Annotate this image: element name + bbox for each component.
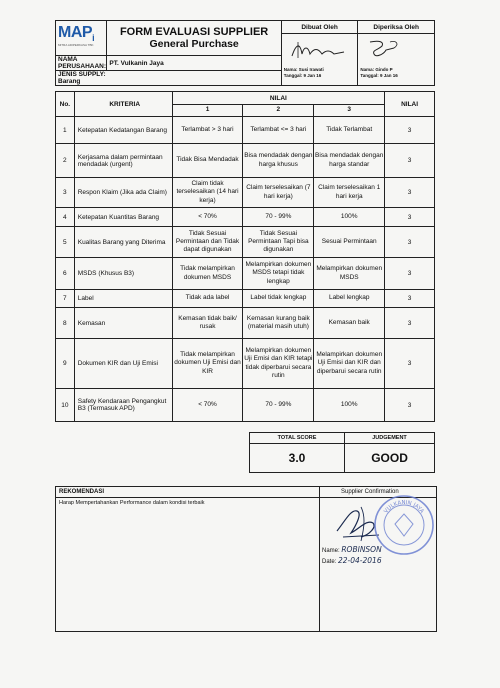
supplier-date-field: [322, 556, 382, 565]
row-kriteria: Respon Klaim (Jika ada Claim): [74, 178, 172, 208]
row-score: 3: [385, 308, 435, 339]
row-option-1: Tidak melampirkan dokumen MSDS: [172, 258, 243, 290]
row-option-2: Tidak Sesuai Permintaan Tapi bisa digunakan: [243, 227, 314, 258]
row-no: 10: [56, 389, 75, 422]
row-score: 3: [385, 178, 435, 208]
row-kriteria: MSDS (Khusus B3): [74, 258, 172, 290]
row-no: 5: [56, 227, 75, 258]
row-option-3: Sesuai Permintaan: [314, 227, 385, 258]
row-kriteria: Ketepatan Kedatangan Barang: [74, 117, 172, 144]
table-row: [56, 258, 435, 290]
row-score: 3: [385, 117, 435, 144]
table-row: [56, 227, 435, 258]
row-option-1: Terlambat > 3 hari: [172, 117, 243, 144]
judgement-label: JUDGEMENT: [345, 433, 435, 444]
company-stamp: [373, 494, 435, 556]
row-option-1: < 70%: [172, 389, 243, 422]
row-option-2: Terlambat <= 3 hari: [243, 117, 314, 144]
supply-type-cell: [56, 71, 282, 86]
row-score: 3: [385, 208, 435, 227]
row-option-2: Label tidak lengkap: [243, 290, 314, 308]
form-title-line2: General Purchase: [149, 38, 239, 50]
col-2-header: 2: [243, 105, 314, 117]
col-3-header: 3: [314, 105, 385, 117]
row-option-1: Tidak melampirkan dokumen Uji Emisi dan KIR: [172, 339, 243, 389]
row-no: 2: [56, 144, 75, 178]
col-no-header: No.: [56, 92, 75, 117]
row-option-2: Bisa mendadak dengan harga khusus: [243, 144, 314, 178]
row-option-2: 70 - 99%: [243, 389, 314, 422]
row-kriteria: Kerjasama dalam permintaan mendadak (urgent): [74, 144, 172, 178]
row-option-1: Claim tidak terselesaikan (14 hari kerja): [172, 178, 243, 208]
row-kriteria: Kemasan: [74, 308, 172, 339]
col-1-header: 1: [172, 105, 243, 117]
form-title-line1: FORM EVALUASI SUPPLIER: [119, 26, 269, 38]
row-no: 6: [56, 258, 75, 290]
row-option-2: Melampirkan dokumen MSDS tetapi tidak lengkap: [243, 258, 314, 290]
company-label: NAMA PERUSAHAAN:: [56, 56, 107, 71]
table-row: [56, 117, 435, 144]
table-row: [56, 290, 435, 308]
row-kriteria: Ketepatan Kuantitas Barang: [74, 208, 172, 227]
supply-value: Barang: [58, 78, 81, 86]
supplier-confirmation-label: Supplier Confirmation: [341, 489, 399, 495]
supply-label: JENIS SUPPLY:: [58, 71, 106, 78]
row-option-3: Claim terselesaikan 1 hari kerja: [314, 178, 385, 208]
recommendation-section: [56, 487, 320, 631]
row-no: 3: [56, 178, 75, 208]
row-no: 4: [56, 208, 75, 227]
total-score-value: 3.0: [250, 444, 345, 473]
name-value: ROBINSON: [341, 545, 382, 554]
checked-by-signature-cell: [358, 34, 435, 86]
row-kriteria: Safety Kendaraan Pengangkut B3 (Termasuk APD): [74, 389, 172, 422]
recommendation-divider: [56, 497, 319, 498]
date-label: Date:: [322, 559, 337, 565]
company-logo: $MAP_i$: [58, 24, 95, 44]
row-no: 7: [56, 290, 75, 308]
table-row: [56, 178, 435, 208]
row-option-1: Kemasan tidak baik/ rusak: [172, 308, 243, 339]
made-by-label: Dibuat Oleh: [281, 21, 358, 34]
logo-subtext: MITRA ADIPERKASA TBK: [58, 43, 94, 47]
row-score: 3: [385, 290, 435, 308]
score-table: [249, 432, 435, 473]
table-row: [56, 144, 435, 178]
checked-by-date: Tanggal: 9 Jan 16: [360, 73, 398, 78]
recommendation-text: Harap Mempertahankan Performance dalam kondisi terbaik: [59, 500, 205, 506]
row-score: 3: [385, 144, 435, 178]
logo-cell: [56, 21, 107, 56]
row-option-1: Tidak Bisa Mendadak: [172, 144, 243, 178]
row-no: 1: [56, 117, 75, 144]
judgement-value: GOOD: [345, 444, 435, 473]
company-value: PT. Vulkanin Jaya: [107, 56, 281, 71]
table-row: [56, 389, 435, 422]
row-score: 3: [385, 258, 435, 290]
table-row: [56, 308, 435, 339]
table-row: [56, 208, 435, 227]
row-option-3: Tidak Terlambat: [314, 117, 385, 144]
row-option-3: Label lengkap: [314, 290, 385, 308]
checked-by-label: Diperiksa Oleh: [358, 21, 435, 34]
form-header: [55, 20, 435, 86]
row-option-2: Claim terselesaikan (7 hari kerja): [243, 178, 314, 208]
checked-by-signature: [360, 36, 435, 64]
col-nilai-group-header: NILAI: [172, 92, 385, 105]
row-option-3: Melampirkan dokumen MSDS: [314, 258, 385, 290]
row-option-2: 70 - 99%: [243, 208, 314, 227]
row-kriteria: Dokumen KIR dan Uji Emisi: [74, 339, 172, 389]
table-row: [56, 339, 435, 389]
made-by-date: Tanggal: 9 Jan 16: [283, 73, 322, 78]
made-by-signature: [284, 36, 359, 64]
checked-by-name: Nama: Gindo P: [360, 67, 393, 72]
total-score-label: TOTAL SCORE: [250, 433, 345, 444]
evaluation-table: [55, 91, 435, 422]
name-label: Name:: [322, 548, 340, 554]
row-option-3: Kemasan baik: [314, 308, 385, 339]
made-by-name: Nama: Susi Irawati: [283, 67, 324, 72]
row-kriteria: Kualitas Barang yang Diterima: [74, 227, 172, 258]
date-value: 22-04-2016: [338, 556, 382, 565]
made-by-signature-cell: [281, 34, 358, 86]
row-option-1: < 70%: [172, 208, 243, 227]
row-option-1: Tidak Sesuai Permintaan dan Tidak dapat digunakan: [172, 227, 243, 258]
row-no: 8: [56, 308, 75, 339]
col-nilai-header: NILAI: [385, 92, 435, 117]
row-option-3: 100%: [314, 389, 385, 422]
row-option-3: Melampirkan dokumen Uji Emisi dan KIR dan diperbarui secara rutin: [314, 339, 385, 389]
row-option-1: Tidak ada label: [172, 290, 243, 308]
row-score: 3: [385, 339, 435, 389]
row-kriteria: Label: [74, 290, 172, 308]
row-score: 3: [385, 389, 435, 422]
row-option-2: Melampirkan dokumen Uji Emisi dan KIR tetapi tidak diperbarui secara rutin: [243, 339, 314, 389]
recommendation-title: REKOMENDASI: [59, 489, 105, 495]
row-option-2: Kemasan kurang baik (material masih utuh): [243, 308, 314, 339]
row-option-3: Bisa mendadak dengan harga standar: [314, 144, 385, 178]
row-option-3: 100%: [314, 208, 385, 227]
form-title: [107, 21, 281, 56]
col-kriteria-header: KRITERIA: [74, 92, 172, 117]
row-no: 9: [56, 339, 75, 389]
row-score: 3: [385, 227, 435, 258]
svg-text:VULKANIN JAYA: VULKANIN JAYA: [383, 499, 425, 515]
